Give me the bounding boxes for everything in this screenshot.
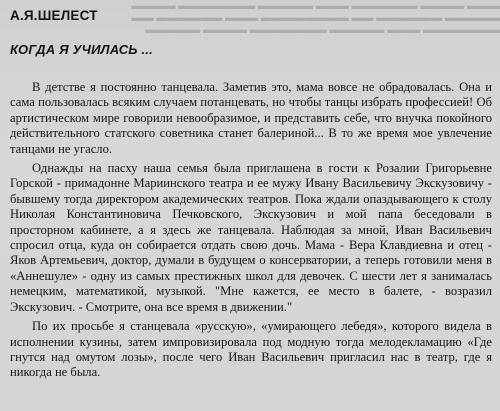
chapter-title: КОГДА Я УЧИЛАСЬ ... [10, 42, 153, 57]
facing-page-bleed-through: ▬▬▬ ▬▬▬▬ ▬▬▬▬▬▬ ▬▬▬ ▬▬▬▬▬ ▬▬▬▬▬▬▬ ▬▬▬▬ ▬▬▬▬▬ ▬▬▬▬▬▬ ▬▬ ▬▬▬▬▬▬▬▬ ▬▬▬ ▬▬▬▬▬▬ ▬▬ ▬▬▬▬▬▬▬ ▬▬▬ ▬▬▬▬▬ ▬▬▬▬▬▬▬ ▬▬▬▬ ▬▬▬▬▬ [131, 0, 500, 36]
paragraph-3: По их просьбе я станцевала «русскую», «умирающего лебедя», которого видела в исполнении кузины, затем импровизировала под модную тогда мелодекламацию «Где гнутся над омутом лозы», после чего Иван Васильевич пригласил нас в театр, где я никогда не была. [10, 319, 492, 380]
paragraph-1: В детстве я постоянно танцевала. Заметив это, мама вовсе не обрадовалась. Она и сама пользовалась всяким случаем потанцевать, но чтобы танцы избрать профессией! Об артистическом мире говорили невообразимое, и представить себе, что внучка покойного действительного статского советника станет балериной... В то же время мое увлечение танцами не угасло. [10, 80, 492, 156]
author-name: А.Я.ШЕЛЕСТ [10, 8, 98, 23]
paragraph-2: Однажды на пасху наша семья была приглашена в гости к Розалии Григорьевне Горской - примадонне Мариинского театра и ее мужу Ивану Васильевичу Экскузовичу - бывшему тогда директором академических театров. Пока ждали опаздывающего к столу Николая Константиновича Печковского, Экскузович и мой папа беседовали в просторном кабинете, а я здесь же танцевала. Наблюдая за мной, Иван Васильевич спросил отца, куда он собирается отдать свою дочь. Мама - Вера Клавдиевна и отец - Яков Артемьевич, доктор, думали в будущем о консерватории, а теперь готовили меня в «Аннешуле» - одну из самых престижных школ для девочек. С шести лет я занималась немецким, математикой, музыкой. "Мне кажется, ее место в балете, - возразил Экскузович. - Смотрите, она все время в движении." [10, 161, 492, 314]
body-text [10, 80, 492, 389]
